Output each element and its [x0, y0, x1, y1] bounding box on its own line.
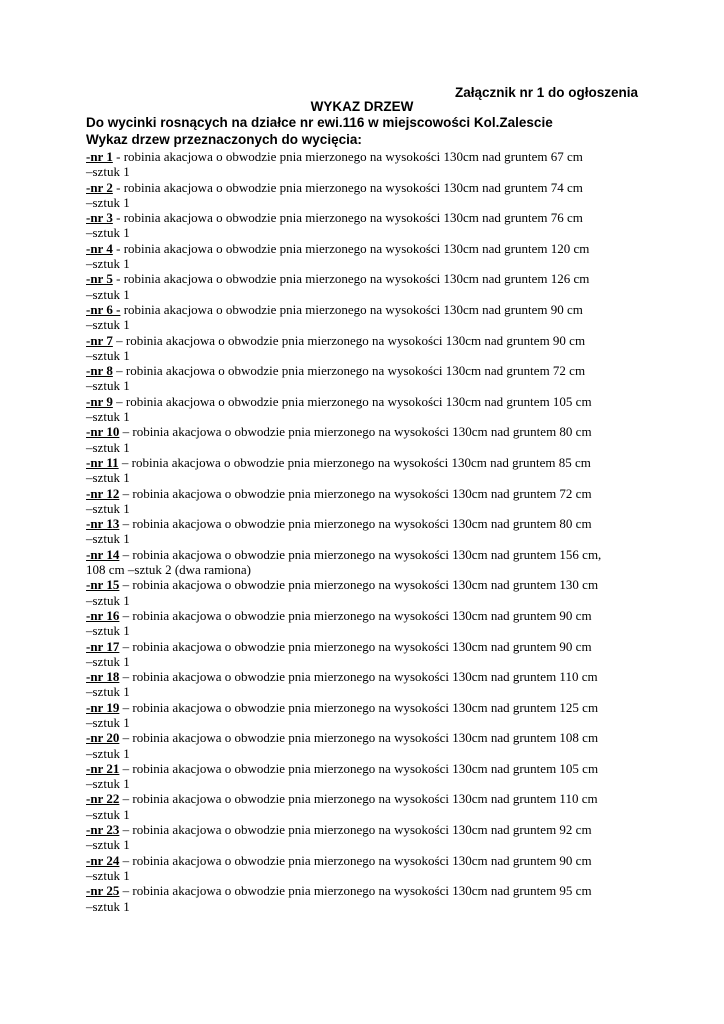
- tree-description: - robinia akacjowa o obwodzie pnia mierzonego na wysokości 130cm nad gruntem 120 cm: [112, 240, 590, 256]
- tree-number: -nr 23: [86, 822, 120, 838]
- list-item: [86, 700, 646, 731]
- list-item-line: [86, 730, 646, 745]
- list-item-line: [86, 241, 646, 256]
- list-item: [86, 302, 646, 333]
- tree-description: – robinia akacjowa o obwodzie pnia mierzonego na wysokości 130cm nad gruntem 80 cm: [119, 424, 592, 440]
- list-item: [86, 424, 646, 455]
- tree-number: -nr 7: [86, 332, 113, 348]
- tree-description: – robinia akacjowa o obwodzie pnia mierzonego na wysokości 130cm nad gruntem 130 cm: [119, 577, 599, 593]
- tree-number: -nr 8: [86, 363, 113, 379]
- list-item: [86, 394, 646, 425]
- list-item: [86, 577, 646, 608]
- list-item-line: [86, 424, 646, 439]
- tree-number: -nr 6 -: [86, 301, 121, 317]
- list-item: [86, 271, 646, 302]
- tree-number: -nr 16: [86, 607, 120, 623]
- tree-quantity: –sztuk 1: [86, 409, 130, 425]
- tree-quantity: –sztuk 1: [86, 194, 130, 210]
- list-item: [86, 455, 646, 486]
- tree-quantity: 108 cm –sztuk 2 (dwa ramiona): [86, 562, 251, 578]
- list-item-line: [86, 761, 646, 776]
- tree-description: – robinia akacjowa o obwodzie pnia mierzonego na wysokości 130cm nad gruntem 72 cm: [119, 485, 592, 501]
- list-item-line: [86, 791, 646, 806]
- tree-number: -nr 20: [86, 730, 120, 746]
- tree-number: -nr 17: [86, 638, 120, 654]
- tree-number: -nr 3: [86, 210, 113, 226]
- list-heading: Wykaz drzew przeznaczonych do wycięcia:: [86, 132, 362, 147]
- tree-quantity: –sztuk 1: [86, 714, 130, 730]
- list-item-line: [86, 271, 646, 286]
- list-item: [86, 822, 646, 853]
- tree-number: -nr 21: [86, 760, 120, 776]
- tree-quantity: –sztuk 1: [86, 776, 130, 792]
- tree-description: - robinia akacjowa o obwodzie pnia mierzonego na wysokości 130cm nad gruntem 126 cm: [112, 271, 590, 287]
- tree-description: – robinia akacjowa o obwodzie pnia mierzonego na wysokości 130cm nad gruntem 105 cm: [119, 760, 599, 776]
- tree-quantity: –sztuk 1: [86, 745, 130, 761]
- tree-description: – robinia akacjowa o obwodzie pnia mierzonego na wysokości 130cm nad gruntem 90 cm: [112, 332, 586, 348]
- tree-quantity: –sztuk 1: [86, 898, 130, 914]
- tree-description: - robinia akacjowa o obwodzie pnia mierzonego na wysokości 130cm nad gruntem 67 cm: [112, 149, 583, 164]
- list-item-line: [86, 333, 646, 348]
- tree-quantity: –sztuk 1: [86, 653, 130, 669]
- tree-quantity: –sztuk 1: [86, 347, 130, 363]
- tree-description: – robinia akacjowa o obwodzie pnia mierzonego na wysokości 130cm nad gruntem 110 cm: [119, 791, 598, 807]
- page-title: WYKAZ DRZEW: [310, 99, 414, 114]
- tree-quantity: –sztuk 1: [86, 867, 130, 883]
- document-subtitle: Do wycinki rosnących na działce nr ewi.116 w miejscowości Kol.Zalescie: [86, 115, 553, 130]
- list-item: [86, 333, 646, 364]
- tree-description: robinia akacjowa o obwodzie pnia mierzonego na wysokości 130cm nad gruntem 90 cm: [120, 301, 583, 317]
- tree-description: - robinia akacjowa o obwodzie pnia mierzonego na wysokości 130cm nad gruntem 76 cm: [112, 210, 583, 226]
- list-item-line: [86, 822, 646, 837]
- tree-number: -nr 12: [86, 485, 120, 501]
- tree-list: [86, 149, 646, 914]
- list-item-line: [86, 516, 646, 531]
- tree-quantity: –sztuk 1: [86, 837, 130, 853]
- tree-quantity: –sztuk 1: [86, 623, 130, 639]
- tree-description: - robinia akacjowa o obwodzie pnia mierzonego na wysokości 130cm nad gruntem 74 cm: [112, 179, 583, 195]
- list-item-line: [86, 302, 646, 317]
- tree-quantity: –sztuk 1: [86, 500, 130, 516]
- tree-description: – robinia akacjowa o obwodzie pnia mierzonego na wysokości 130cm nad gruntem 105 cm: [112, 393, 592, 409]
- tree-description: – robinia akacjowa o obwodzie pnia mierzonego na wysokości 130cm nad gruntem 108 cm: [119, 730, 599, 746]
- tree-description: – robinia akacjowa o obwodzie pnia mierzonego na wysokości 130cm nad gruntem 90 cm: [119, 852, 592, 868]
- list-item-line: [86, 853, 646, 868]
- list-item-line: [86, 547, 646, 562]
- tree-quantity: –sztuk 1: [86, 592, 130, 608]
- tree-number: -nr 2: [86, 179, 113, 195]
- list-item: [86, 669, 646, 700]
- tree-number: -nr 9: [86, 393, 113, 409]
- list-item: [86, 516, 646, 547]
- tree-quantity: –sztuk 1: [86, 164, 130, 180]
- list-item-line: [86, 577, 646, 592]
- tree-number: -nr 13: [86, 516, 120, 532]
- tree-quantity: –sztuk 1: [86, 439, 130, 455]
- list-item-line: [86, 608, 646, 623]
- list-item: [86, 730, 646, 761]
- list-item-line: [86, 669, 646, 684]
- tree-quantity: –sztuk 1: [86, 256, 130, 272]
- list-item-line: [86, 149, 646, 164]
- tree-quantity: –sztuk 1: [86, 317, 130, 333]
- list-item: [86, 761, 646, 792]
- tree-number: -nr 22: [86, 791, 120, 807]
- tree-quantity: –sztuk 1: [86, 378, 130, 394]
- tree-number: -nr 24: [86, 852, 120, 868]
- list-item: [86, 639, 646, 670]
- tree-number: -nr 5: [86, 271, 113, 287]
- list-item: [86, 486, 646, 517]
- list-item: [86, 149, 646, 180]
- tree-description: – robinia akacjowa o obwodzie pnia mierzonego na wysokości 130cm nad gruntem 80 cm: [119, 516, 592, 532]
- tree-quantity: –sztuk 1: [86, 470, 130, 486]
- tree-description: – robinia akacjowa o obwodzie pnia mierzonego na wysokości 130cm nad gruntem 90 cm: [119, 607, 592, 623]
- list-item-line: [86, 486, 646, 501]
- list-item: [86, 791, 646, 822]
- tree-number: -nr 14: [86, 546, 120, 562]
- tree-quantity: –sztuk 1: [86, 806, 130, 822]
- tree-number: -nr 1: [86, 149, 113, 164]
- list-item: [86, 853, 646, 884]
- tree-number: -nr 11: [86, 454, 119, 470]
- list-item: [86, 883, 646, 914]
- list-item-line: [86, 210, 646, 225]
- list-item-line: [86, 180, 646, 195]
- list-item-line: [86, 700, 646, 715]
- tree-description: – robinia akacjowa o obwodzie pnia mierzonego na wysokości 130cm nad gruntem 72 cm: [112, 363, 586, 379]
- tree-quantity: –sztuk 1: [86, 684, 130, 700]
- tree-description: – robinia akacjowa o obwodzie pnia mierzonego na wysokości 130cm nad gruntem 125 cm: [119, 699, 599, 715]
- tree-quantity: –sztuk 1: [86, 225, 130, 241]
- tree-description: – robinia akacjowa o obwodzie pnia mierzonego na wysokości 130cm nad gruntem 85 cm: [118, 454, 591, 470]
- list-item: [86, 210, 646, 241]
- tree-quantity: –sztuk 1: [86, 286, 130, 302]
- list-item-line: [86, 455, 646, 470]
- tree-quantity: –sztuk 1: [86, 531, 130, 547]
- tree-number: -nr 4: [86, 240, 113, 256]
- tree-description: – robinia akacjowa o obwodzie pnia mierzonego na wysokości 130cm nad gruntem 95 cm: [119, 883, 592, 899]
- list-item-line: [86, 363, 646, 378]
- list-item: [86, 363, 646, 394]
- list-item: [86, 547, 646, 578]
- tree-number: -nr 25: [86, 883, 120, 899]
- tree-number: -nr 19: [86, 699, 120, 715]
- list-item: [86, 608, 646, 639]
- tree-number: -nr 15: [86, 577, 120, 593]
- tree-description: – robinia akacjowa o obwodzie pnia mierzonego na wysokości 130cm nad gruntem 90 cm: [119, 638, 592, 654]
- list-item: [86, 241, 646, 272]
- tree-number: -nr 10: [86, 424, 120, 440]
- attachment-label: Załącznik nr 1 do ogłoszenia: [454, 85, 638, 100]
- tree-description: – robinia akacjowa o obwodzie pnia mierzonego na wysokości 130cm nad gruntem 156 cm,: [119, 546, 602, 562]
- list-item-line: [86, 639, 646, 654]
- list-item-line: [86, 883, 646, 898]
- tree-description: – robinia akacjowa o obwodzie pnia mierzonego na wysokości 130cm nad gruntem 110 cm: [119, 669, 598, 685]
- list-item-line: [86, 394, 646, 409]
- tree-description: – robinia akacjowa o obwodzie pnia mierzonego na wysokości 130cm nad gruntem 92 cm: [119, 822, 592, 838]
- tree-number: -nr 18: [86, 669, 120, 685]
- list-item: [86, 180, 646, 211]
